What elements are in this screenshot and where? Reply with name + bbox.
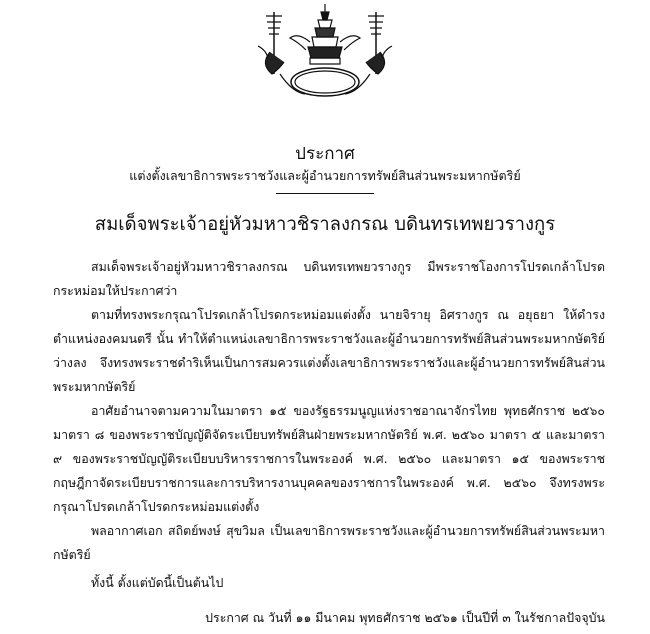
body-paragraph: สมเด็จพระเจ้าอยู่หัวมหาวชิราลงกรณ บดินทรเทพยวรางกูร มีพระราชโองการโปรดเกล้าโปรดกระหม่อมให้ประกาศว่า xyxy=(53,259,605,298)
closing-statement: ทั้งนี้ ตั้งแต่บัดนี้เป็นต้นไป xyxy=(91,575,224,590)
body-paragraph: ตามที่ทรงพระกรุณาโปรดเกล้าโปรดกระหม่อมแต่งตั้ง นายจิรายุ อิศรางกูร ณ อยุธยา ให้ดำรงตำแหน่งองคมนตรี นั้น ทำให้ตำแหน่งเลขาธิการพระราชวังและผู้อำนวยการทรัพย์สินส่วนพระมหากษัตริย์ ว่างลง จึงทรงพระราชดำริเห็นเป็นการสมควรแต่งตั้งเลขาธิการพระราชวังและผู้อำนวยการทรัพย์สินส่วนพระมหากษัตริย์ xyxy=(53,307,605,394)
title-divider xyxy=(276,193,374,194)
body-paragraph: อาศัยอำนาจตามความในมาตรา ๑๕ ของรัฐธรรมนูญแห่งราชอาณาจักรไทย พุทธศักราช ๒๕๖๐ มาตรา ๘ ของพระราชบัญญัติจัดระเบียบทรัพย์สินฝ่ายพระมหากษัตริย์ พ.ศ. ๒๕๖๐ มาตรา ๕ และมาตรา ๙ ของพระราชบัญญัติระเบียบบริหารราชการในพระองค์ พ.ศ. ๒๕๖๐ และมาตรา ๑๕ ของพระราชกฤษฎีกาจัดระเบียบราชการและการบริหารงานบุคคลของราชการในพระองค์ พ.ศ. ๒๕๖๐ จึงทรงพระกรุณาโปรดเกล้าโปรดกระหม่อมแต่งตั้ง xyxy=(53,403,605,514)
announcement-subtitle: แต่งตั้งเลขาธิการพระราชวังและผู้อำนวยการทรัพย์สินส่วนพระมหากษัตริย์ xyxy=(129,168,521,183)
announcement-title: ประกาศ xyxy=(295,144,355,164)
king-name-heading: สมเด็จพระเจ้าอยู่หัวมหาวชิราลงกรณ บดินทรเทพยวรางกูร xyxy=(94,214,556,235)
announcement-body xyxy=(53,255,605,595)
announcement-dateline: ประกาศ ณ วันที่ ๑๑ มีนาคม พุทธศักราช ๒๕๖๑ เป็นปีที่ ๓ ในรัชกาลปัจจุบัน xyxy=(205,610,605,625)
body-paragraph: พลอากาศเอก สถิตย์พงษ์ สุขวิมล เป็นเลขาธิการพระราชวังและผู้อำนวยการทรัพย์สินส่วนพระมหากษัตริย์ xyxy=(53,523,605,562)
royal-emblem-icon xyxy=(250,2,400,106)
